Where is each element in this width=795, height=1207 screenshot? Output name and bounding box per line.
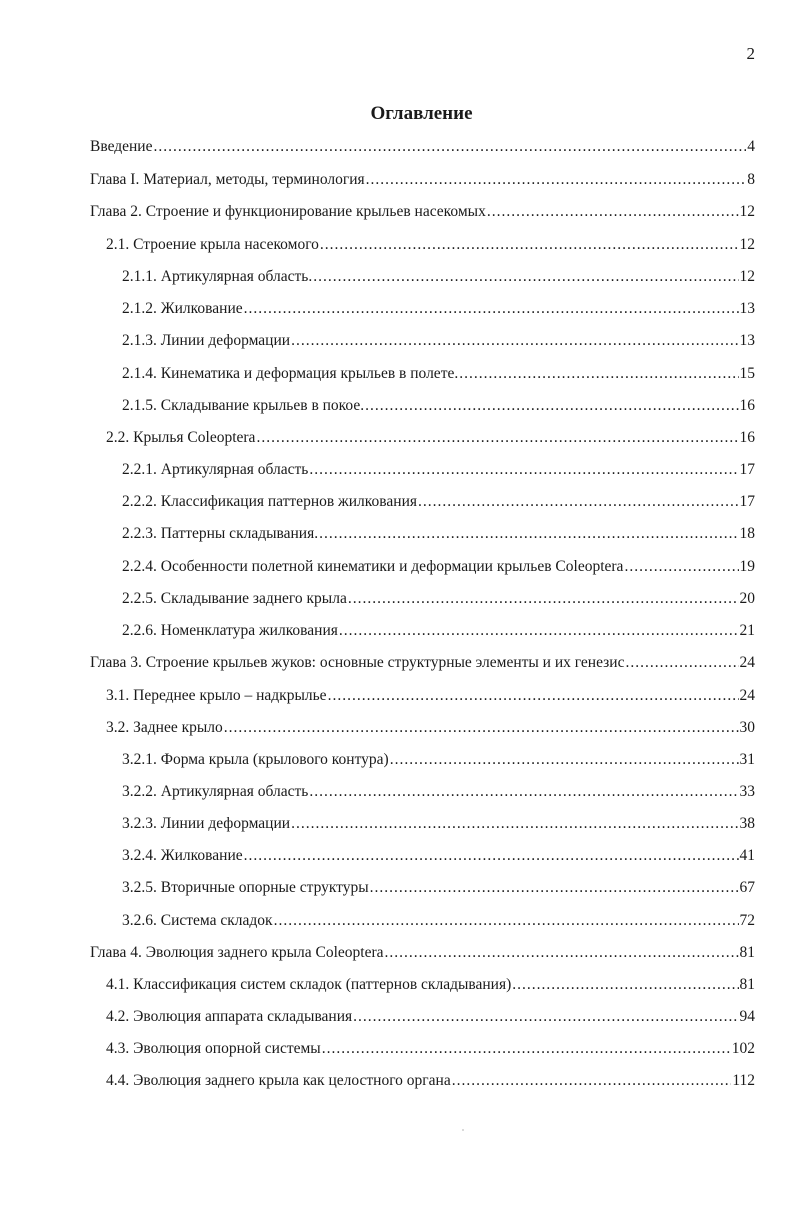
toc-entry-section-3-2	[106, 716, 755, 740]
dot-leader	[274, 909, 739, 933]
toc-entry-subsection-3-2-4	[122, 844, 755, 868]
toc-entry-subsection-3-2-5	[122, 876, 755, 900]
toc-entry-page: 24	[739, 687, 755, 704]
toc-entry-subsection-3-2-3	[122, 812, 755, 836]
toc-entry-subsection-2-2-1	[122, 458, 755, 482]
toc-entry-page: 41	[739, 847, 755, 864]
toc-entry-label: 2.2.5. Складывание заднего крыла	[122, 590, 347, 607]
dot-leader	[365, 394, 738, 418]
toc-entry-page: 18	[739, 525, 755, 542]
dot-leader	[320, 233, 739, 257]
dot-leader	[322, 1037, 731, 1061]
toc-entry-label: 2.2.2. Классификация паттернов жилкования	[122, 493, 417, 510]
toc-entry-page: 81	[739, 944, 755, 961]
toc-entry-subsection-2-1-1	[122, 265, 755, 289]
dot-leader	[370, 876, 739, 900]
toc-entry-label: 3.2.5. Вторичные опорные структуры	[122, 879, 369, 896]
toc-entry-page: 72	[739, 912, 755, 929]
toc-entry-label: 4.4. Эволюция заднего крыла как целостного органа	[106, 1072, 451, 1089]
toc-entry-introduction	[90, 135, 755, 159]
toc-entry-section-3-1	[106, 684, 755, 708]
toc-entry-label: Глава 3. Строение крыльев жуков: основные структурные элементы и их генезис	[90, 654, 625, 671]
toc-entry-subsection-2-2-6	[122, 619, 755, 643]
toc-entry-page: 15	[739, 365, 755, 382]
toc-entry-page: 33	[739, 783, 755, 800]
toc-entry-page: 12	[739, 203, 755, 220]
toc-entry-page: 17	[739, 493, 755, 510]
toc-entry-label: 2.2. Крылья Coleoptera	[106, 429, 256, 446]
toc-entry-page: 13	[739, 300, 755, 317]
toc-entry-page: 81	[739, 976, 755, 993]
toc-entry-subsection-2-2-4	[122, 555, 755, 579]
dot-leader	[153, 135, 746, 159]
dot-leader	[487, 200, 739, 224]
toc-entry-page: 102	[731, 1040, 755, 1057]
toc-entry-label: 2.1.3. Линии деформации	[122, 332, 291, 349]
toc-entry-page: 4	[747, 138, 755, 155]
toc-entry-section-4-1	[106, 973, 755, 997]
dot-leader	[291, 812, 738, 836]
toc-entry-label: 2.2.3. Паттерны складывания.	[122, 525, 319, 542]
toc-entry-page: 12	[739, 268, 755, 285]
toc-entry-section-4-2	[106, 1005, 755, 1029]
toc-entry-chapter-1	[90, 168, 755, 192]
toc-entry-page: 8	[747, 171, 755, 188]
toc-entry-label: 2.1.2. Жилкование	[122, 300, 243, 317]
toc-entry-section-2-1	[106, 233, 755, 257]
toc-entry-label: 3.2.3. Линии деформации	[122, 815, 291, 832]
dot-leader	[309, 458, 738, 482]
dot-leader	[512, 973, 738, 997]
toc-entry-page: 19	[739, 558, 755, 575]
toc-entry-page: 112	[732, 1072, 755, 1089]
toc-entry-label: Глава 4. Эволюция заднего крыла Coleoptera	[90, 944, 384, 961]
page-number: 2	[746, 44, 755, 63]
dot-leader	[353, 1005, 738, 1029]
dot-leader	[390, 748, 739, 772]
toc-entry-subsection-2-1-5	[122, 394, 755, 418]
dot-leader	[328, 684, 739, 708]
toc-entry-page: 24	[739, 654, 755, 671]
toc-entry-page: 16	[739, 429, 755, 446]
toc-entry-page: 17	[739, 461, 755, 478]
dot-leader	[624, 555, 738, 579]
toc-entry-subsection-2-2-3	[122, 522, 755, 546]
toc-entry-label: 3.2. Заднее крыло	[106, 719, 223, 736]
toc-entry-page: 20	[739, 590, 755, 607]
toc-entry-subsection-2-1-4	[122, 362, 755, 386]
dot-leader	[339, 619, 739, 643]
toc-entry-label: 2.2.6. Номенклатура жилкования	[122, 622, 338, 639]
toc-entry-page: 12	[739, 236, 755, 253]
dot-leader	[313, 265, 738, 289]
toc-entry-subsection-2-2-2	[122, 490, 755, 514]
dot-leader	[244, 297, 739, 321]
toc-entry-label: 4.1. Классификация систем складок (паттернов складывания)	[106, 976, 512, 993]
scan-speck	[462, 1129, 464, 1131]
toc-entry-label: 2.1.4. Кинематика и деформация крыльев в полете.	[122, 365, 459, 382]
toc-entry-label: 3.2.4. Жилкование	[122, 847, 243, 864]
dot-leader	[452, 1069, 732, 1093]
toc-entry-section-4-3	[106, 1037, 755, 1061]
toc-entry-label: 4.2. Эволюция аппарата складывания	[106, 1008, 353, 1025]
toc-entry-label: 2.1. Строение крыла насекомого	[106, 236, 319, 253]
page-title: Оглавление	[370, 103, 473, 124]
toc-entry-label: Глава 2. Строение и функционирование крыльев насекомых	[90, 203, 486, 220]
dot-leader	[625, 651, 738, 675]
dot-leader	[348, 587, 739, 611]
toc-entry-subsection-3-2-2	[122, 780, 755, 804]
toc-entry-subsection-3-2-6	[122, 909, 755, 933]
dot-leader	[244, 844, 739, 868]
toc-entry-section-4-4	[106, 1069, 755, 1093]
toc-entry-subsection-3-2-1	[122, 748, 755, 772]
toc-entry-label: Глава I. Материал, методы, терминология	[90, 171, 365, 188]
toc-entry-label: 2.2.4. Особенности полетной кинематики и деформации крыльев Coleoptera	[122, 558, 624, 575]
dot-leader	[366, 168, 747, 192]
toc-entry-chapter-3	[90, 651, 755, 675]
dot-leader	[418, 490, 739, 514]
toc-entry-chapter-2	[90, 200, 755, 224]
dot-leader	[309, 780, 738, 804]
dot-leader	[256, 426, 738, 450]
toc-entry-page: 67	[739, 879, 755, 896]
toc-entry-page: 38	[739, 815, 755, 832]
toc-entry-chapter-4	[90, 941, 755, 965]
toc-entry-page: 30	[739, 719, 755, 736]
dot-leader	[224, 716, 739, 740]
toc-entry-page: 16	[739, 397, 755, 414]
toc-entry-label: 2.2.1. Артикулярная область	[122, 461, 309, 478]
toc-entry-label: 2.1.5. Складывание крыльев в покое.	[122, 397, 365, 414]
dot-leader	[459, 362, 738, 386]
dot-leader	[319, 522, 738, 546]
toc-entry-subsection-2-1-3	[122, 329, 755, 353]
toc-entry-page: 94	[739, 1008, 755, 1025]
toc-entry-label: 4.3. Эволюция опорной системы	[106, 1040, 321, 1057]
toc-entry-label: 3.2.2. Артикулярная область	[122, 783, 309, 800]
toc-entry-label: Введение	[90, 138, 153, 155]
toc-entry-label: 3.1. Переднее крыло – надкрылье	[106, 687, 327, 704]
toc-entry-label: 3.2.1. Форма крыла (крылового контура)	[122, 751, 389, 768]
toc-entry-page: 31	[739, 751, 755, 768]
dot-leader	[291, 329, 738, 353]
toc-entry-page: 21	[739, 622, 755, 639]
toc-entry-label: 3.2.6. Система складок	[122, 912, 273, 929]
toc-entry-subsection-2-1-2	[122, 297, 755, 321]
toc-entry-label: 2.1.1. Артикулярная область.	[122, 268, 313, 285]
dot-leader	[385, 941, 739, 965]
toc-entry-page: 13	[739, 332, 755, 349]
toc-entry-subsection-2-2-5	[122, 587, 755, 611]
toc-entry-section-2-2	[106, 426, 755, 450]
